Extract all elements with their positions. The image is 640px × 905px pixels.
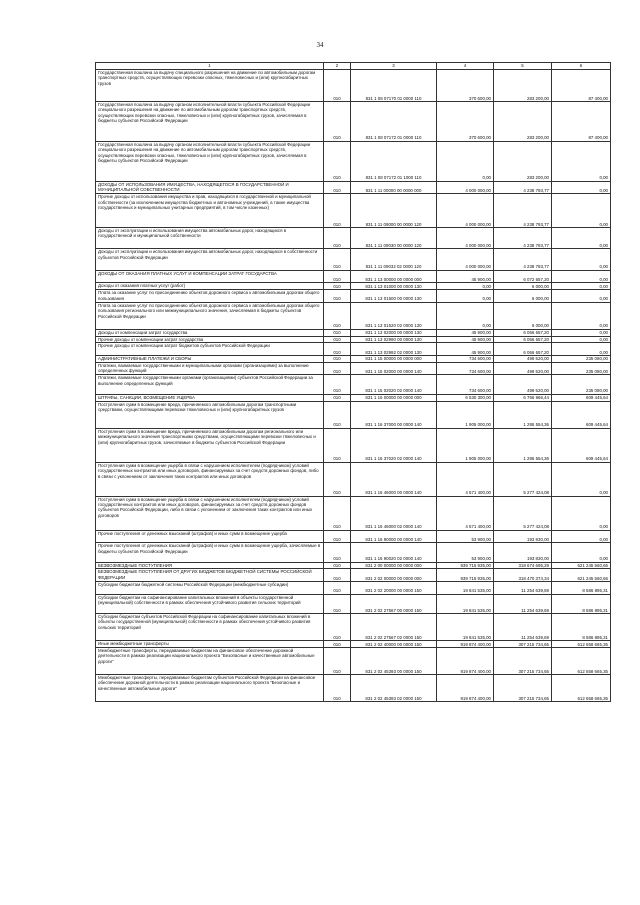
row-unexecuted-value-cell: 0,00 [552,343,611,356]
row-unexecuted-value-cell: 612 658 665,35 [552,647,611,674]
row-unexecuted-value-cell: 0,00 [552,194,611,228]
row-executed-value-cell: 4 238 793,77 [494,194,552,228]
row-code-cell: 010 [324,249,351,270]
row-kbk-cell: 831 2 02 20000 00 0000 150 [351,581,437,594]
row-code-cell: 010 [324,141,351,181]
row-kbk-cell: 831 2 00 00000 00 0000 000 [351,562,437,569]
row-name-cell: Субсидии бюджетам субъектов Российской Федерации на софинансирование капитальных вложений в объекты государственной (муниципальной) собственности в рамках обеспечения устойчивого развития сельских территорий [96,613,324,640]
row-unexecuted-value-cell: 8 586 895,31 [552,581,611,594]
row-executed-value-cell: 499 520,00 [494,362,552,375]
row-name-cell: Доходы от эксплуатации и использования имущества автомобильных дорог, находящихся в государственной и муниципальной собственности [96,228,324,249]
row-executed-value-cell: 283 200,00 [494,70,552,102]
row-approved-value-cell: 734 600,00 [437,362,494,375]
row-kbk-cell: 831 1 11 09032 02 0000 120 [351,249,437,270]
row-approved-value-cell: 0,00 [437,283,494,290]
row-unexecuted-value-cell: 0,00 [552,228,611,249]
row-unexecuted-value-cell: 0,00 [552,496,611,530]
row-code-cell: 010 [324,343,351,356]
row-approved-value-cell: 4 000 000,00 [437,194,494,228]
row-name-cell: Прочие доходы от компенсации затрат государства [96,336,324,343]
row-unexecuted-value-cell: 235 080,00 [552,362,611,375]
table-row [96,228,611,249]
row-kbk-cell: 831 1 13 01520 02 0000 130 [351,302,437,329]
row-approved-value-cell: 939 715 935,00 [437,562,494,569]
row-name-cell: Государственная пошлина за выдачу органом исполнительной власти субъекта Российской Федерации специального разрешения на движение по автомобильным дорогам транспортных средств, осуществляющих перевозки опасных, тяжеловесных и (или) крупногабаритных грузов, зачисляемая в бюджеты субъектов Российской Федерации [96,102,324,142]
row-name-cell: Прочие доходы от использования имущества и прав, находящихся в государственной и муниципальной собственности (за исключением имущества бюджетных и автономных учреждений, а также имущества государственных и муниципальных унитарных предприятий, в том числе казенных) [96,194,324,228]
table-row [96,428,611,462]
table-row [96,181,611,194]
table-row [96,356,611,363]
row-kbk-cell: 831 1 08 07170 01 0000 110 [351,70,437,102]
row-name-cell: Платежи, взимаемые государственными органами (организациями) субъектов Российской Федерации за выполнение определенных функций [96,375,324,394]
table-row [96,569,611,582]
row-executed-value-cell: 193 830,00 [494,543,552,562]
table-row [96,594,611,613]
row-kbk-cell: 831 1 15 02020 02 0000 140 [351,375,437,394]
row-name-cell: Иные межбюджетные трансферты [96,641,324,648]
row-unexecuted-value-cell: 8 586 895,31 [552,613,611,640]
row-approved-value-cell: 4 000 000,00 [437,228,494,249]
column-number-row [96,63,611,70]
row-executed-value-cell: 4 238 793,77 [494,228,552,249]
row-unexecuted-value-cell: 0,00 [552,249,611,270]
row-code-cell: 010 [324,543,351,562]
row-executed-value-cell: 499 520,00 [494,356,552,363]
row-unexecuted-value-cell: 609 445,64 [552,394,611,401]
row-approved-value-cell: 45 900,00 [437,336,494,343]
table-row [96,462,611,496]
row-approved-value-cell: 4 571 400,00 [437,496,494,530]
table-row [96,270,611,283]
row-approved-value-cell: 4 571 400,00 [437,462,494,496]
row-kbk-cell: 831 1 11 00000 00 0000 000 [351,181,437,194]
row-unexecuted-value-cell: 87 400,00 [552,102,611,142]
row-name-cell: Субсидии бюджетам бюджетной системы Российской Федерации (межбюджетные субсидии) [96,581,324,594]
column-header: 4 [437,63,494,70]
table-row [96,343,611,356]
table-row [96,675,611,702]
table-row [96,336,611,343]
row-approved-value-cell: 19 841 535,00 [437,594,494,613]
row-approved-value-cell: 6 530 300,00 [437,394,494,401]
row-executed-value-cell: 6 000,00 [494,290,552,303]
table-row [96,290,611,303]
row-unexecuted-value-cell: 0,00 [552,181,611,194]
row-code-cell: 010 [324,641,351,648]
row-unexecuted-value-cell: 8 586 895,31 [552,594,611,613]
row-kbk-cell: 831 2 02 00000 00 0000 000 [351,569,437,582]
row-name-cell: Платежи, взимаемые государственными и муниципальными органами (организациями) за выполнение определенных функций [96,362,324,375]
row-kbk-cell: 831 1 16 46000 02 0000 140 [351,496,437,530]
row-kbk-cell: 831 1 11 09030 00 0000 120 [351,228,437,249]
row-executed-value-cell: 4 238 793,77 [494,181,552,194]
row-unexecuted-value-cell: 235 080,00 [552,375,611,394]
row-kbk-cell: 831 1 08 07172 01 1000 110 [351,141,437,181]
row-name-cell: АДМИНИСТРАТИВНЫЕ ПЛАТЕЖИ И СБОРЫ [96,356,324,363]
row-unexecuted-value-cell: 612 658 665,35 [552,641,611,648]
row-unexecuted-value-cell: 0,00 [552,530,611,543]
row-executed-value-cell: 6 766 966,44 [494,394,552,401]
row-executed-value-cell: 283 200,00 [494,141,552,181]
row-code-cell: 010 [324,181,351,194]
row-unexecuted-value-cell: 0,00 [552,283,611,290]
revenue-table [95,62,611,702]
row-code-cell: 010 [324,362,351,375]
row-name-cell: Доходы от эксплуатации и использования имущества автомобильных дорог, находящихся в собственности субъектов Российской Федерации [96,249,324,270]
row-kbk-cell: 831 1 08 07172 01 0000 110 [351,102,437,142]
row-unexecuted-value-cell: 87 400,00 [552,70,611,102]
row-approved-value-cell: 734 600,00 [437,375,494,394]
row-approved-value-cell: 919 874 400,00 [437,641,494,648]
row-unexecuted-value-cell: 621 245 560,66 [552,569,611,582]
row-executed-value-cell: 193 830,00 [494,530,552,543]
row-executed-value-cell: 6 066 657,20 [494,329,552,336]
row-name-cell: Поступления сумм в возмещение вреда, причиняемого автомобильным дорогам транспортными средствами, осуществляющими перевозки тяжеловесных и (или) крупногабаритных грузов [96,401,324,428]
row-code-cell: 010 [324,530,351,543]
row-executed-value-cell: 318 470 374,34 [494,569,552,582]
row-approved-value-cell: 370 600,00 [437,102,494,142]
row-executed-value-cell: 307 215 734,65 [494,647,552,674]
column-header: 6 [552,63,611,70]
table-row [96,302,611,329]
row-unexecuted-value-cell: 0,00 [552,462,611,496]
column-header: 3 [351,63,437,70]
row-name-cell: Доходы от оказания платных услуг (работ) [96,283,324,290]
row-approved-value-cell: 0,00 [437,141,494,181]
row-name-cell: ДОХОДЫ ОТ ОКАЗАНИЯ ПЛАТНЫХ УСЛУГ И КОМПЕНСАЦИИ ЗАТРАТ ГОСУДАРСТВА [96,270,324,283]
row-unexecuted-value-cell: 612 658 665,35 [552,675,611,702]
row-code-cell: 010 [324,336,351,343]
row-approved-value-cell: 734 600,00 [437,356,494,363]
row-code-cell: 010 [324,194,351,228]
row-code-cell: 010 [324,70,351,102]
row-kbk-cell: 831 1 15 00000 00 0000 000 [351,356,437,363]
row-unexecuted-value-cell: 0,00 [552,302,611,329]
row-kbk-cell: 831 2 02 27567 02 0000 150 [351,613,437,640]
row-kbk-cell: 831 2 02 45393 02 0000 150 [351,675,437,702]
row-approved-value-cell: 4 000 000,00 [437,249,494,270]
table-row [96,530,611,543]
table-row [96,401,611,428]
row-name-cell: Субсидии бюджетам на софинансирование капитальных вложений в объекты государственной (муниципальной) собственности в рамках обеспечения устойчивого развития сельских территорий [96,594,324,613]
row-code-cell: 010 [324,270,351,283]
row-executed-value-cell: 318 674 695,29 [494,562,552,569]
row-code-cell: 010 [324,302,351,329]
row-executed-value-cell: 1 295 554,36 [494,401,552,428]
row-executed-value-cell: 6 066 657,20 [494,336,552,343]
row-executed-value-cell: 499 520,00 [494,375,552,394]
row-unexecuted-value-cell: 621 245 560,66 [552,562,611,569]
row-unexecuted-value-cell: 0,00 [552,329,611,336]
row-approved-value-cell: 0,00 [437,290,494,303]
row-unexecuted-value-cell: 235 080,00 [552,356,611,363]
table-row [96,102,611,142]
row-executed-value-cell: 6 000,00 [494,302,552,329]
table-body [96,70,611,702]
table-row [96,543,611,562]
row-unexecuted-value-cell: 609 445,64 [552,428,611,462]
table-row [96,641,611,648]
row-code-cell: 010 [324,356,351,363]
row-kbk-cell: 831 1 13 01000 00 0000 130 [351,283,437,290]
row-code-cell: 010 [324,613,351,640]
row-code-cell: 010 [324,569,351,582]
row-approved-value-cell: 939 715 935,00 [437,569,494,582]
row-kbk-cell: 831 1 16 37000 00 0000 140 [351,401,437,428]
row-kbk-cell: 831 2 02 45393 00 0000 150 [351,647,437,674]
row-name-cell: Государственная пошлина за выдачу специального разрешения на движение по автомобильным дорогам транспортных средств, осуществляющих перевозки опасных, тяжеловесных и (или) крупногабаритных грузов [96,70,324,102]
table-row [96,194,611,228]
row-name-cell: Межбюджетные трансферты, передаваемые бюджетам на финансовое обеспечение дорожной деятельности в рамках реализации национального проекта "Безопасные и качественные автомобильные дороги" [96,647,324,674]
row-executed-value-cell: 5 277 424,08 [494,496,552,530]
table-row [96,375,611,394]
row-unexecuted-value-cell: 0,00 [552,543,611,562]
row-approved-value-cell: 45 900,00 [437,329,494,336]
row-code-cell: 010 [324,496,351,530]
row-kbk-cell: 831 1 16 37020 02 0000 140 [351,428,437,462]
table-row [96,613,611,640]
row-code-cell: 010 [324,581,351,594]
row-code-cell: 010 [324,675,351,702]
row-approved-value-cell: 370 600,00 [437,70,494,102]
row-executed-value-cell: 11 254 639,69 [494,613,552,640]
row-unexecuted-value-cell: 0,00 [552,141,611,181]
row-name-cell: БЕЗВОЗМЕЗДНЫЕ ПОСТУПЛЕНИЯ [96,562,324,569]
row-code-cell: 010 [324,394,351,401]
row-name-cell: ШТРАФЫ, САНКЦИИ, ВОЗМЕЩЕНИЕ УЩЕРБА [96,394,324,401]
table-row [96,329,611,336]
row-unexecuted-value-cell: 0,00 [552,290,611,303]
row-approved-value-cell: 919 874 400,00 [437,647,494,674]
row-name-cell: Доходы от компенсации затрат государства [96,329,324,336]
column-header: 1 [96,63,324,70]
row-executed-value-cell: 4 238 793,77 [494,249,552,270]
row-approved-value-cell: 4 000 000,00 [437,181,494,194]
table-row [96,249,611,270]
row-executed-value-cell: 6 066 657,20 [494,343,552,356]
table-row [96,581,611,594]
row-code-cell: 010 [324,283,351,290]
row-name-cell: БЕЗВОЗМЕЗДНЫЕ ПОСТУПЛЕНИЯ ОТ ДРУГИХ БЮДЖЕТОВ БЮДЖЕТНОЙ СИСТЕМЫ РОССИЙСКОЙ ФЕДЕРАЦИИ [96,569,324,582]
row-approved-value-cell: 45 900,00 [437,270,494,283]
row-approved-value-cell: 53 900,00 [437,530,494,543]
column-header: 2 [324,63,351,70]
row-name-cell: Прочие доходы от компенсации затрат бюджетов субъектов Российской Федерации [96,343,324,356]
row-name-cell: ДОХОДЫ ОТ ИСПОЛЬЗОВАНИЯ ИМУЩЕСТВА, НАХОДЯЩЕГОСЯ В ГОСУДАРСТВЕННОЙ И МУНИЦИПАЛЬНОЙ СОБСТВЕННОСТИ [96,181,324,194]
row-code-cell: 010 [324,647,351,674]
table-row [96,141,611,181]
row-executed-value-cell: 283 200,00 [494,102,552,142]
row-kbk-cell: 831 1 11 09000 00 0000 120 [351,194,437,228]
row-name-cell: Поступления сумм в возмещение вреда, причиняемого автомобильным дорогам регионального или межмуниципального значения транспортными средствами, осуществляющими перевозки тяжеловесных и (или) крупногабаритных грузов, зачисляемые в бюджеты субъектов Российской Федерации [96,428,324,462]
row-executed-value-cell: 307 215 734,65 [494,641,552,648]
row-name-cell: Прочие поступления от денежных взысканий (штрафов) и иных сумм в возмещение ущерба [96,530,324,543]
row-code-cell: 010 [324,562,351,569]
row-kbk-cell: 831 1 13 00000 00 0000 000 [351,270,437,283]
page-number: 34 [316,41,324,49]
row-approved-value-cell: 1 905 000,00 [437,428,494,462]
row-executed-value-cell: 6 000,00 [494,283,552,290]
row-approved-value-cell: 919 874 400,00 [437,675,494,702]
row-name-cell: Прочие поступления от денежных взысканий (штрафов) и иных сумм в возмещение ущерба, зачисляемые в бюджеты субъектов Российской Федерации [96,543,324,562]
row-executed-value-cell: 11 254 639,69 [494,594,552,613]
row-executed-value-cell: 11 254 639,69 [494,581,552,594]
table-row [96,283,611,290]
row-approved-value-cell: 1 905 000,00 [437,401,494,428]
row-kbk-cell: 831 1 16 90020 02 0000 140 [351,543,437,562]
row-unexecuted-value-cell: 609 445,64 [552,401,611,428]
row-kbk-cell: 831 1 16 00000 00 0000 000 [351,394,437,401]
row-kbk-cell: 831 1 13 02000 00 0000 130 [351,329,437,336]
row-executed-value-cell: 307 215 734,65 [494,675,552,702]
table-row [96,496,611,530]
row-name-cell: Поступления сумм в возмещение ущерба в связи с нарушением исполнителем (подрядчиком) условий государственных контрактов или иных договоров, финансируемых за счет средств дорожных фондов субъектов Российской Федерации, либо в связи с уклонением от заключения таких контрактов или иных договоров [96,496,324,530]
row-unexecuted-value-cell: 0,00 [552,270,611,283]
row-kbk-cell: 831 1 13 02990 00 0000 130 [351,336,437,343]
row-approved-value-cell: 53 900,00 [437,543,494,562]
row-code-cell: 010 [324,462,351,496]
row-executed-value-cell: 1 295 554,36 [494,428,552,462]
row-executed-value-cell: 6 072 657,20 [494,270,552,283]
row-code-cell: 010 [324,228,351,249]
row-approved-value-cell: 19 841 535,00 [437,581,494,594]
table-row [96,647,611,674]
row-code-cell: 010 [324,290,351,303]
row-name-cell: Межбюджетные трансферты, передаваемые бюджетам субъектов Российской Федерации на финансовое обеспечение дорожной деятельности в рамках реализации национального проекта "Безопасные и качественные автомобильные дороги" [96,675,324,702]
row-name-cell: Поступления сумм в возмещение ущерба в связи с нарушением исполнителем (подрядчиком) условий государственных контрактов или иных договоров, финансируемых за счет средств дорожных фондов, либо в связи с уклонением от заключения таких контрактов или иных договоров [96,462,324,496]
row-code-cell: 010 [324,594,351,613]
row-kbk-cell: 831 1 16 46000 00 0000 140 [351,462,437,496]
row-kbk-cell: 831 1 13 01500 00 0000 130 [351,290,437,303]
row-kbk-cell: 831 1 13 02992 02 0000 130 [351,343,437,356]
row-kbk-cell: 831 2 02 40000 00 0000 150 [351,641,437,648]
table-row [96,362,611,375]
row-code-cell: 010 [324,375,351,394]
column-header: 5 [494,63,552,70]
row-code-cell: 010 [324,401,351,428]
row-unexecuted-value-cell: 0,00 [552,336,611,343]
row-name-cell: Государственная пошлина за выдачу органом исполнительной власти субъекта Российской Федерации специального разрешения на движение по автомобильным дорогам транспортных средств, осуществляющих перевозки опасных, тяжеловесных и (или) крупногабаритных грузов, зачисляемая в бюджеты субъектов Российской Федерации [96,141,324,181]
row-approved-value-cell: 0,00 [437,302,494,329]
row-kbk-cell: 831 1 16 90000 00 0000 140 [351,530,437,543]
row-executed-value-cell: 5 277 424,08 [494,462,552,496]
table-row [96,562,611,569]
table-row [96,70,611,102]
row-code-cell: 010 [324,102,351,142]
row-code-cell: 010 [324,329,351,336]
row-kbk-cell: 831 1 15 02000 00 0000 140 [351,362,437,375]
row-name-cell: Плата за оказание услуг по присоединению объектов дорожного сервиса к автомобильным дорогам общего пользования регионального или межмуниципального значения, зачисляемая в бюджеты субъектов Российской Федерации [96,302,324,329]
row-kbk-cell: 831 2 02 27567 00 0000 150 [351,594,437,613]
row-approved-value-cell: 19 841 535,00 [437,613,494,640]
row-code-cell: 010 [324,428,351,462]
row-approved-value-cell: 45 900,00 [437,343,494,356]
table-row [96,394,611,401]
row-name-cell: Плата за оказание услуг по присоединению объектов дорожного сервиса к автомобильным дорогам общего пользования [96,290,324,303]
